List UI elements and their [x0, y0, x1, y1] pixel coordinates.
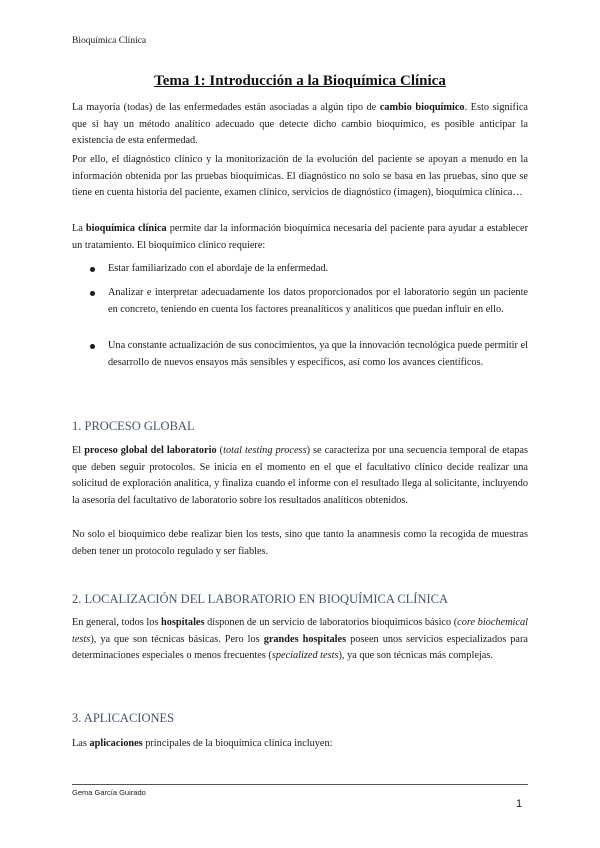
bullet-icon [90, 344, 95, 349]
section2-paragraph-1: En general, todos los hospitales disponen de un servicio de laboratorios bioquímicos básico (core biochemical tests), ya que son técnicas básicas. Pero los grandes hospitales poseen unos servicios especializados para determinaciones especiales o menos frecuentes (specialized tests), ya que son técnicas más complejas. [72, 617, 528, 661]
section3-paragraph-1: Las aplicaciones principales de la bioquímica clínica incluyen: [72, 738, 333, 749]
list-item: Estar familiarizado con el abordaje de la enfermedad. [92, 261, 528, 278]
section1-paragraph-2: No solo el bioquímico debe realizar bien los tests, sino que tanto la anamnesis como la recogida de muestras deben tener un protocolo regulado y ser fiables. [72, 529, 528, 557]
section-heading-proceso-global: 1. PROCESO GLOBAL [72, 419, 195, 433]
section-heading-aplicaciones: 3. APLICACIONES [72, 711, 175, 725]
intro-paragraph-2: Por ello, el diagnóstico clínico y la monitorización de la evolución del paciente se apoyan a menudo en la información obtenida por las pruebas bioquímicas. El diagnóstico no solo se basa en las pruebas, sino que se tiene en cuenta historia del paciente, examen clínico, servicios de diagnóstico (imagen), bioquímica clínica… [72, 154, 528, 198]
section1-paragraph-1: El proceso global del laboratorio (total testing process) se caracteriza por una secuencia temporal de etapas que deben seguir protocolos. Se inicia en el momento en el que el facultativo clínico decide realizar una solicitud de exploración analítica, y finaliza cuando el informe con el resultado llega al solicitante, incluyendo la asesoría del facultativo de laboratorio sobre los resultados analíticos obtenidos. [72, 445, 529, 506]
bullet-icon [90, 267, 95, 272]
running-header: Bioquímica Clínica [72, 36, 147, 46]
intro-paragraph-3: La bioquímica clínica permite dar la información bioquímica necesaria del paciente para ayudar a establecer un tratamiento. El bioquímico clínico requiere: [72, 223, 529, 251]
section-heading-localizacion: 2. LOCALIZACIÓN DEL LABORATORIO EN BIOQUÍMICA CLÍNICA [72, 592, 449, 606]
page-title: Tema 1: Introducción a la Bioquímica Clínica [154, 73, 446, 89]
footer-divider [72, 784, 528, 785]
list-item: Analizar e interpretar adecuadamente los datos proporcionados por el laboratorio según un paciente en concreto, teniendo en cuenta los factores preanalíticos y analíticos que puedan influir en ello. [92, 285, 528, 318]
footer-author: Gema García Guirado [72, 788, 146, 797]
page-number: 1 [516, 798, 523, 810]
intro-paragraph-1: La mayoría (todas) de las enfermedades están asociadas a algún tipo de cambio bioquímico. Esto significa que si hay un método analítico adecuado que detecte dicho cambio bioquímico, es posible anticipar la existencia de esta enfermedad. [72, 102, 528, 146]
list-item: Una constante actualización de sus conocimientos, ya que la innovación tecnológica puede permitir el desarrollo de nuevos ensayos más sensibles y específicos, así como los avances científicos. [92, 338, 528, 371]
bullet-icon [90, 291, 95, 296]
